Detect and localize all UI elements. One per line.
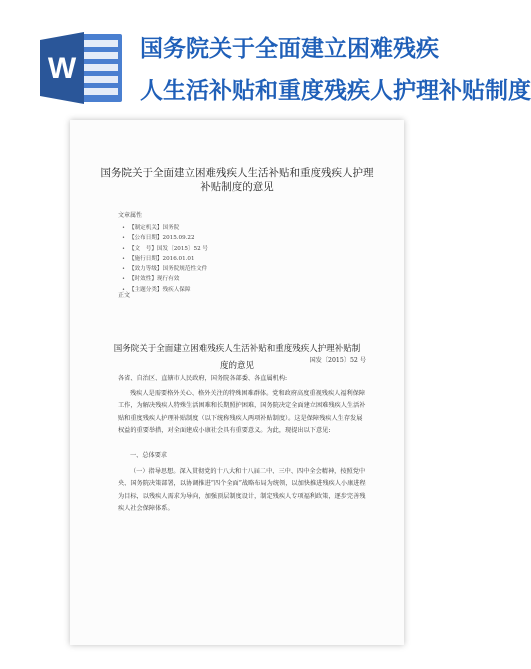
paragraph-intro: 残疾人是需要格外关心、格外关注的特殊困难群体。党和政府高度重视残疾人福利保障工作，为解决残疾人特殊生活困难和长期照护困难，国务院决定全面建立困难残疾人生活补贴和重度残疾人护理补贴制度（以下统称残疾人两项补贴制度）。这是保障残疾人生存发展权益的重要举措，对全面建成小康社会具有重要意义。为此，现提出以下意见:: [118, 390, 366, 435]
attribute-item: • 【时效性】现行有效: [122, 274, 208, 284]
attribute-item: • 【制定机关】国务院: [122, 223, 208, 233]
icon-letter: W: [47, 52, 77, 85]
addressee: 各省、自治区、直辖市人民政府，国务院各部委、各直属机构:: [118, 375, 288, 382]
section-heading: 一、总体要求: [130, 452, 168, 459]
body-title: 国务院关于全面建立困难残疾人生活补贴和重度残疾人护理补贴制度的意见: [113, 344, 361, 371]
attribute-item: • 【公布日期】2015.09.22: [122, 233, 208, 243]
document-number: 国发〔2015〕52 号: [309, 357, 366, 364]
attribute-item: • 【效力等级】国务院规范性文件: [122, 264, 208, 274]
header-title: [140, 28, 531, 112]
header-banner: [0, 0, 531, 118]
word-document-icon: [38, 30, 124, 106]
attribute-item: • 【文 号】国发〔2015〕52 号: [122, 244, 208, 254]
attributes-label: 文章属性: [118, 212, 143, 219]
paragraph-guiding-thought: （一）指导思想。深入贯彻党的十八大和十八届二中、三中、四中全会精神，按照党中央、国务院决策部署，以协调推进“四个全面”战略布局为统领，以加快推进残疾人小康进程为目标，以残疾人需求为导向，加强顶层制度设计，制定残疾人专项福利政策，逐步完善残疾人社会保障体系。: [118, 468, 366, 513]
body-label: 正文: [118, 292, 131, 299]
attribute-item: • 【主题分类】残疾人保障: [122, 285, 208, 295]
document-title: 国务院关于全面建立困难残疾人生活补贴和重度残疾人护理补贴制度的意见: [100, 167, 374, 193]
attributes-list: [122, 223, 208, 295]
attribute-item: • 【施行日期】2016.01.01: [122, 254, 208, 264]
header-title-line2: 人生活补贴和重度残疾人护理补贴制度: [140, 78, 531, 104]
document-page: [70, 120, 404, 645]
header-title-line1: 国务院关于全面建立困难残疾: [140, 36, 439, 62]
